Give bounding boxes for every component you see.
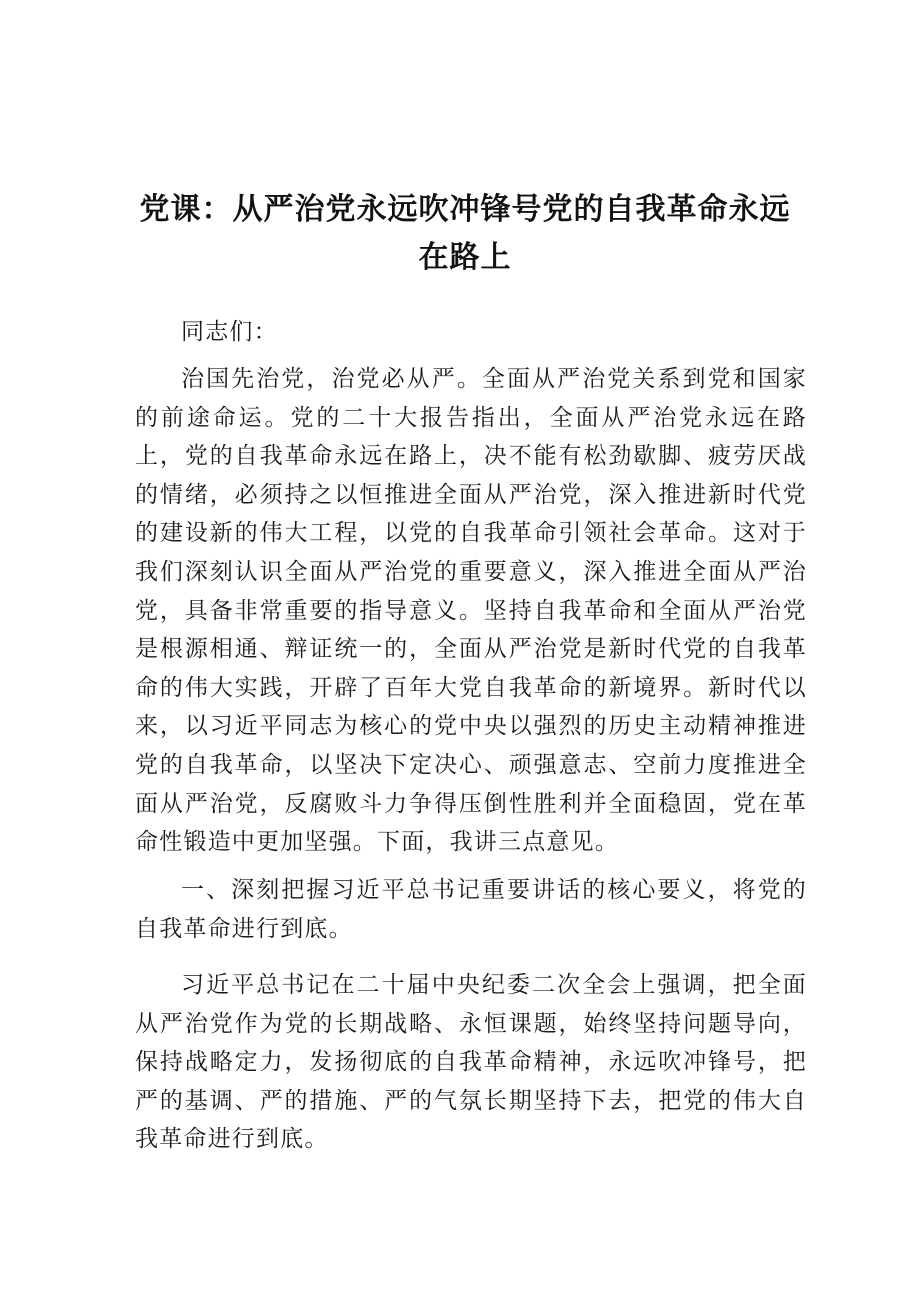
paragraph-intro	[135, 360, 807, 862]
paragraph-section-one	[135, 966, 807, 1159]
section-heading-text: 一、深刻把握习近平总书记重要讲话的核心要义，将党的自我革命进行到底。	[135, 877, 807, 942]
salutation-text: 同志们：	[181, 319, 278, 345]
salutation	[135, 313, 807, 352]
section-heading-one	[135, 871, 807, 948]
paragraph-text: 治国先治党，治党必从严。全面从严治党关系到党和国家的前途命运。党的二十大报告指出，全面从严治党永远在路上，党的自我革命永远在路上，决不能有松劲歇脚、疲劳厌战的情绪，必须持之以恒推进全面从严治党，深入推进新时代党的建设新的伟大工程，以党的自我革命引领社会革命。这对于我们深刻认识全面从严治党的重要意义，深入推进全面从严治党，具备非常重要的指导意义。坚持自我革命和全面从严治党是根源相通、辩证统一的，全面从严治党是新时代党的自我革命的伟大实践，开辟了百年大党自我革命的新境界。新时代以来，以习近平同志为核心的党中央以强烈的历史主动精神推进党的自我革命，以坚决下定决心、顽强意志、空前力度推进全面从严治党，反腐败斗力争得压倒性胜利并全面稳固，党在革命性锻造中更加坚强。下面，我讲三点意见。	[135, 366, 807, 856]
document-title: 党课：从严治党永远吹冲锋号党的自我革命永远在路上	[139, 192, 791, 275]
paragraph-text: 习近平总书记在二十届中央纪委二次全会上强调，把全面从严治党作为党的长期战略、永恒课题，始终坚持问题导向，保持战略定力，发扬彻底的自我革命精神，永远吹冲锋号，把严的基调、严的措施、严的气氛长期坚持下去，把党的伟大自我革命进行到底。	[135, 972, 807, 1153]
